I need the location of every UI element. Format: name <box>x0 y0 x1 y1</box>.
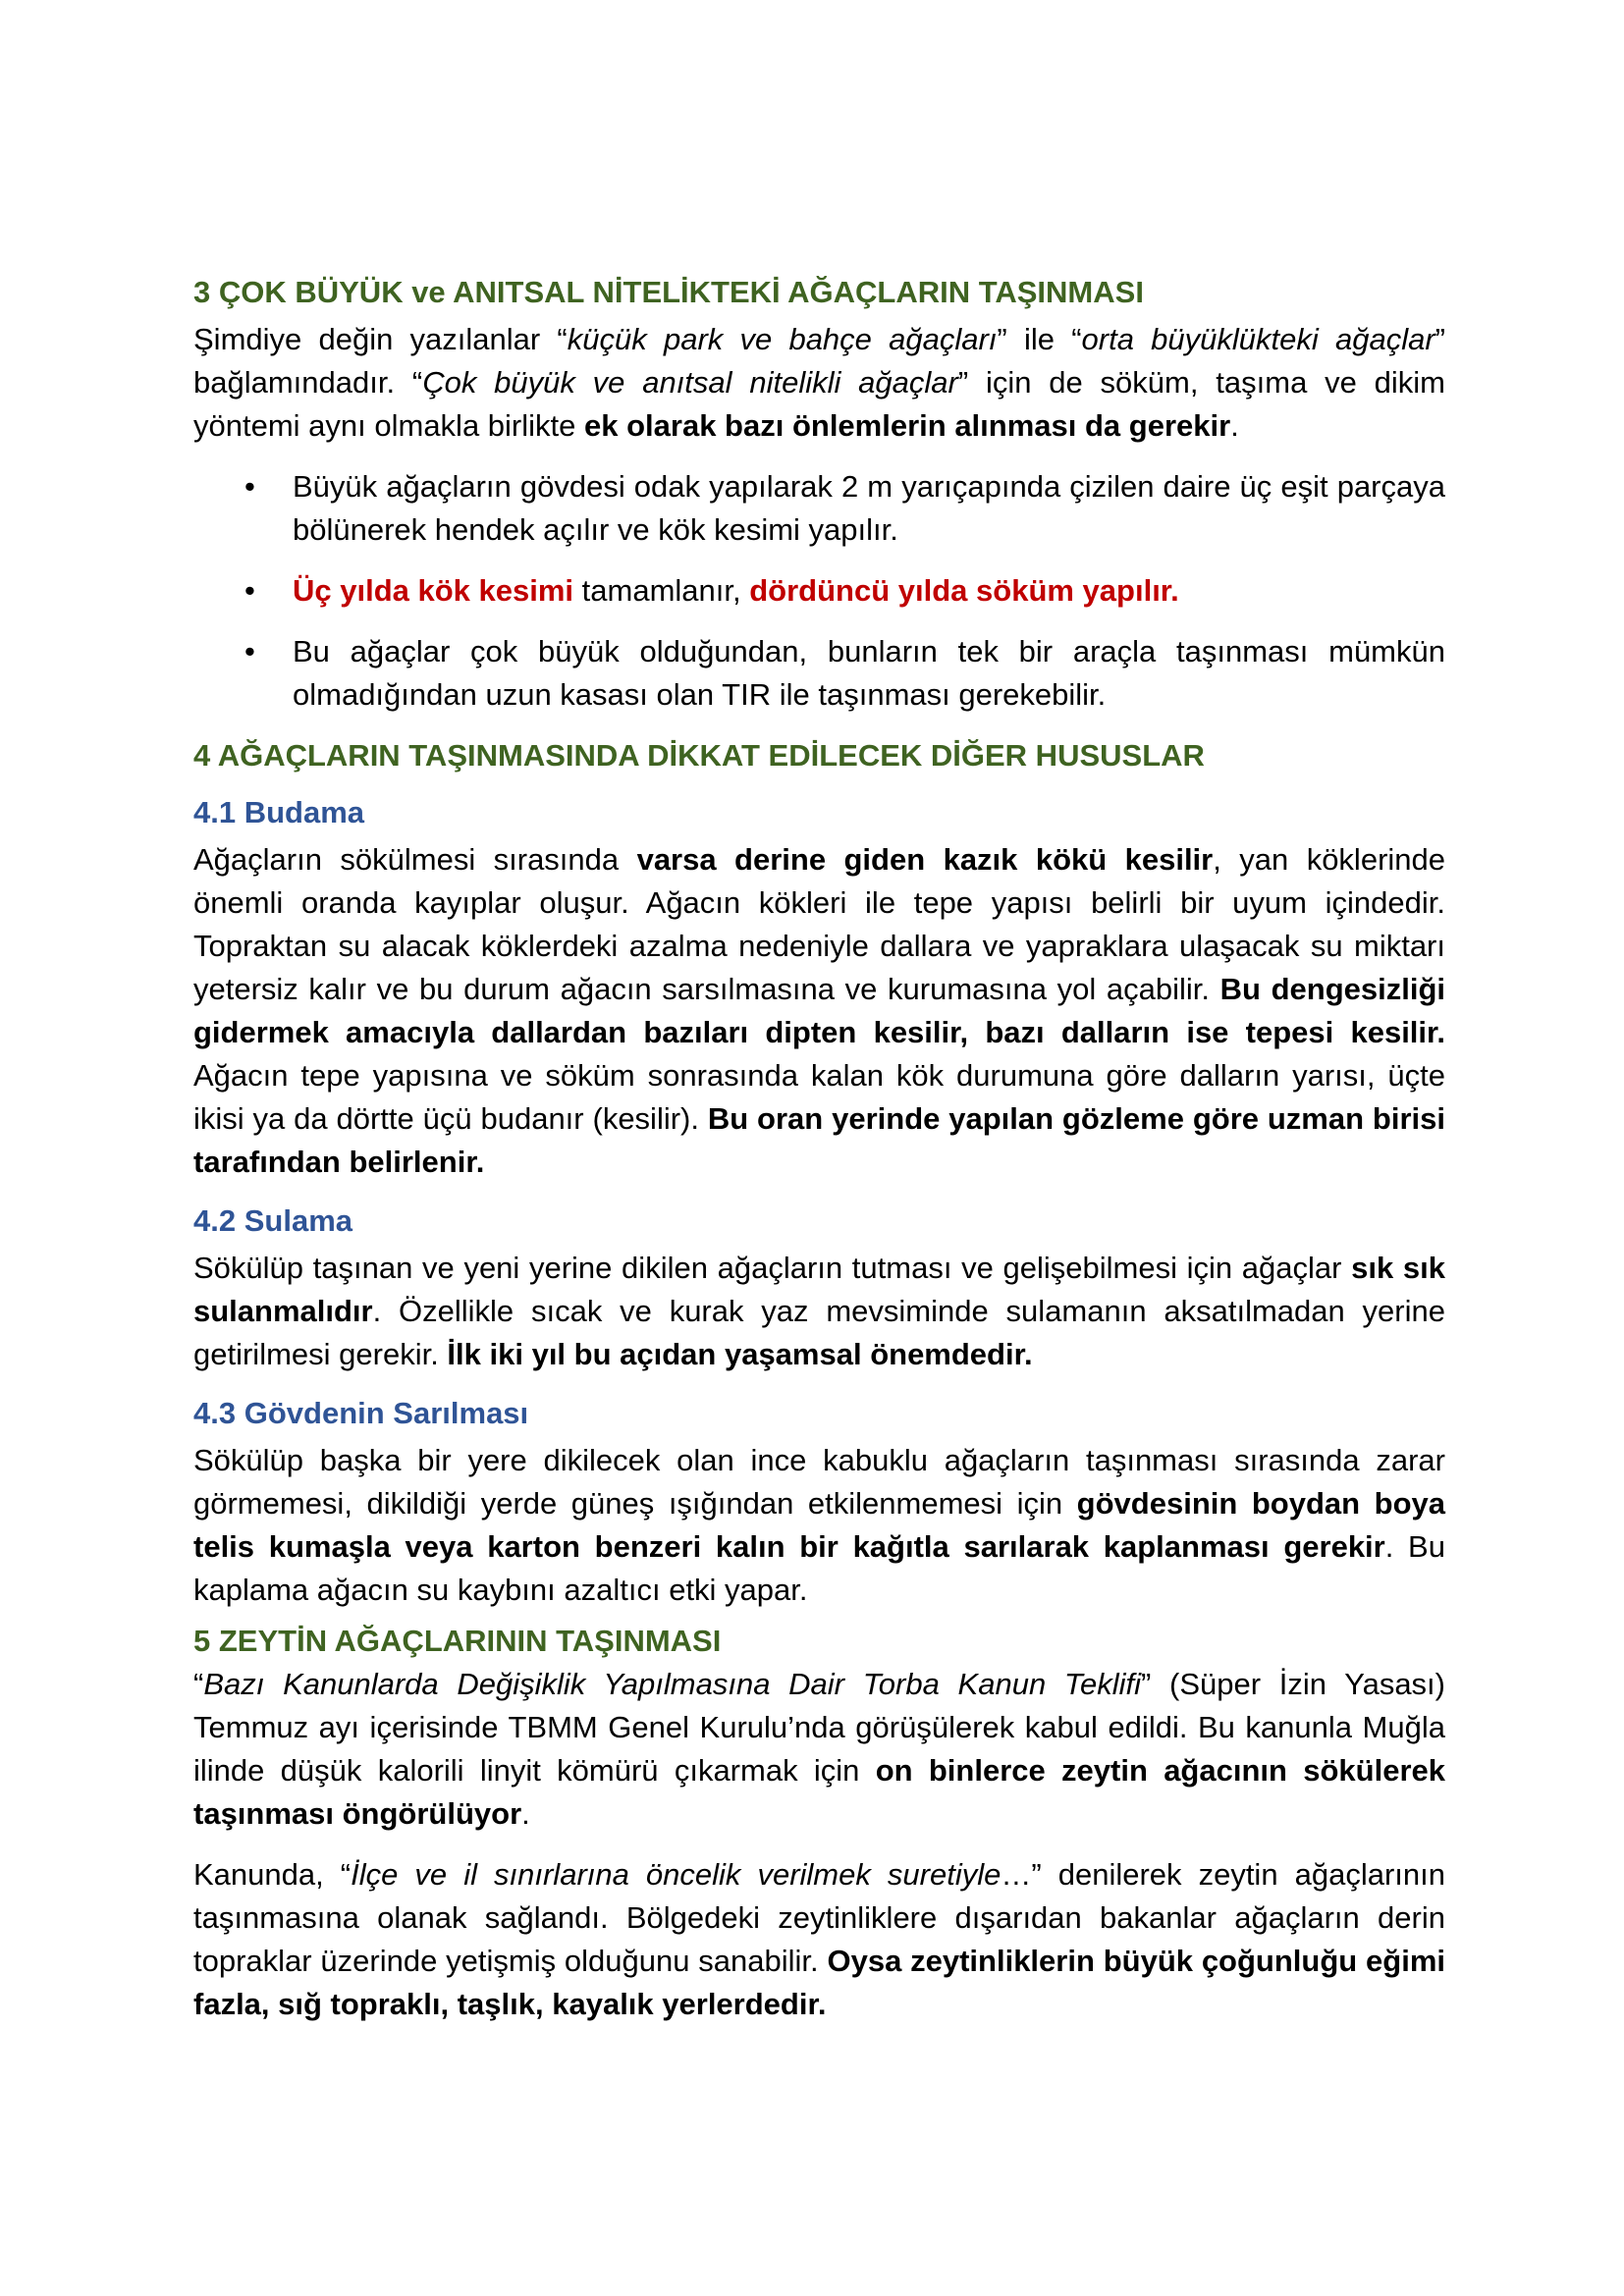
bold-run: Bu oran yerinde yapılan gözleme göre uzman birisi tarafından belirlenir. <box>193 1101 1445 1179</box>
list-item <box>193 569 1445 613</box>
bullet-icon: • <box>244 469 255 504</box>
list-item-text: Bu ağaçlar çok büyük olduğundan, bunların tek bir araçla taşınması mümkün olmadığından uzun kasası olan TIR ile taşınması gerekebilir. <box>293 634 1445 712</box>
list-item <box>193 630 1445 717</box>
bold-run: Bu dengesizliği gidermek amacıyla dallardan bazıları dipten kesilir, bazı dalların ise tepesi kesilir. <box>193 972 1445 1049</box>
bold-run: İlk iki yıl bu açıdan yaşamsal önemdedir. <box>447 1337 1033 1371</box>
subsection-4-2-paragraph <box>193 1247 1445 1376</box>
text-run: . Bu kaplama ağacın su kaybını azaltıcı etki yapar. <box>193 1529 1445 1607</box>
bold-run: Oysa zeytinliklerin büyük çoğunluğu eğimi fazla, sığ topraklı, taşlık, kayalık yerlerdedir. <box>193 1944 1446 2021</box>
subsection-4-1-paragraph <box>193 838 1445 1184</box>
bold-run: varsa derine giden kazık kökü kesilir <box>636 842 1214 877</box>
list-item-text: Büyük ağaçların gövdesi odak yapılarak 2 m yarıçapında çizilen daire üç eşit parçaya bölünerek hendek açılır ve kök kesimi yapılır. <box>293 469 1445 547</box>
bullet-icon: • <box>244 634 255 668</box>
italic-run: Bazı Kanunlarda Değişiklik Yapılmasına Dair Torba Kanun Teklifi <box>203 1667 1142 1701</box>
text-run: Ağaçların sökülmesi sırasında <box>193 842 637 877</box>
text-run: Sökülüp başka bir yere dikilecek olan ince kabuklu ağaçların taşınması sırasında zarar görmemesi, dikildiği yerde güneş ışığından etkilenmemesi için <box>193 1443 1445 1521</box>
text-run: ” bağlamındadır. “ <box>193 322 1445 400</box>
document-page <box>193 273 1445 2026</box>
section-5-paragraph-2 <box>193 1853 1445 2026</box>
bold-run: sık sık sulanmalıdır <box>193 1251 1445 1328</box>
text-run: ” için de söküm, taşıma ve dikim yöntemi aynı olmakla birlikte <box>193 365 1445 443</box>
text-run: Ağacın tepe yapısına ve söküm sonrasında kalan kök durumuna göre dalların yarısı, üçte ikisi ya da dörtte üçü budanır (kesilir). <box>193 1058 1445 1136</box>
italic-run: Çok büyük ve anıtsal nitelikli ağaçlar <box>422 365 958 400</box>
text-run: ” ile “ <box>997 322 1082 356</box>
text-run: Sökülüp taşınan ve yeni yerine dikilen ağaçların tutması ve gelişebilmesi için ağaçlar <box>193 1251 1352 1285</box>
subsection-number: 4.1 <box>193 795 237 829</box>
list-item <box>193 465 1445 552</box>
italic-run: küçük park ve bahçe ağaçları <box>567 322 998 356</box>
subsection-number: 4.2 <box>193 1203 237 1238</box>
red-emphasis-run: dördüncü yılda söküm yapılır. <box>749 573 1179 608</box>
italic-run: orta büyüklükteki ağaçlar <box>1081 322 1435 356</box>
text-run: …” denilerek zeytin ağaçlarının taşınmasına olanak sağlandı. Bölgedeki zeytinliklere dışarıdan bakanlar ağaçların derin topraklar üzerinde yetişmiş olduğunu sanabilir. <box>193 1857 1445 1978</box>
text-run: , yan köklerinde önemli oranda kayıplar oluşur. Ağacın kökleri ile tepe yapısı belirli bir uyum içindedir. Topraktan su alacak köklerdeki azalma nedeniyle dallara ve yapraklara ulaşacak su miktarı yetersiz kalır ve bu durum ağacın sarsılmasına ve kurumasına yol açabilir. <box>193 842 1445 1006</box>
section-3-intro-paragraph <box>193 318 1445 448</box>
section-3-heading: 3 ÇOK BÜYÜK ve ANITSAL NİTELİKTEKİ AĞAÇLARIN TAŞINMASI <box>193 275 1144 309</box>
subsection-4-3-heading <box>193 1394 1445 1433</box>
text-run: Kanunda, “ <box>193 1857 352 1892</box>
text-run: . Özellikle sıcak ve kurak yaz mevsiminde sulamanın aksatılmadan yerine getirilmesi gerekir. <box>193 1294 1445 1371</box>
subsection-number: 4.3 <box>193 1396 237 1430</box>
section-5-paragraph-1 <box>193 1663 1445 1836</box>
subsection-4-3-paragraph <box>193 1439 1445 1612</box>
text-run: . <box>521 1796 530 1831</box>
text-run: ” (Süper İzin Yasası) Temmuz ayı içerisinde TBMM Genel Kurulu’nda görüşülerek kabul edildi. Bu kanunla Muğla ilinde düşük kalorili linyit kömürü çıkarmak için <box>193 1667 1445 1788</box>
text-run: . <box>1230 408 1239 443</box>
bold-run: on binlerce zeytin ağacının sökülerek taşınması öngörülüyor <box>193 1753 1445 1831</box>
section-4-heading: 4 AĞAÇLARIN TAŞINMASINDA DİKKAT EDİLECEK DİĞER HUSUSLAR <box>193 738 1205 773</box>
red-emphasis-run: Üç yılda kök kesimi <box>293 573 574 608</box>
bold-run: ek olarak bazı önlemlerin alınması da gerekir <box>584 408 1231 443</box>
section-3-bullet-list <box>193 465 1445 717</box>
subsection-4-1-heading <box>193 793 1445 832</box>
text-run: Şimdiye değin yazılanlar “ <box>193 322 568 356</box>
section-5-heading: 5 ZEYTİN AĞAÇLARININ TAŞINMASI <box>193 1624 722 1658</box>
subsection-4-2-heading <box>193 1201 1445 1241</box>
italic-run: İlçe ve il sınırlarına öncelik verilmek suretiyle <box>351 1857 1001 1892</box>
bullet-icon: • <box>244 573 255 608</box>
subsection-title: Sulama <box>244 1203 353 1238</box>
list-item-text: tamamlanır, <box>573 573 750 608</box>
subsection-title: Budama <box>244 795 365 829</box>
text-run: “ <box>193 1667 204 1701</box>
subsection-title: Gövdenin Sarılması <box>244 1396 529 1430</box>
bold-run: gövdesinin boydan boya telis kumaşla veya karton benzeri kalın bir kağıtla sarılarak kaplanması gerekir <box>193 1486 1445 1564</box>
